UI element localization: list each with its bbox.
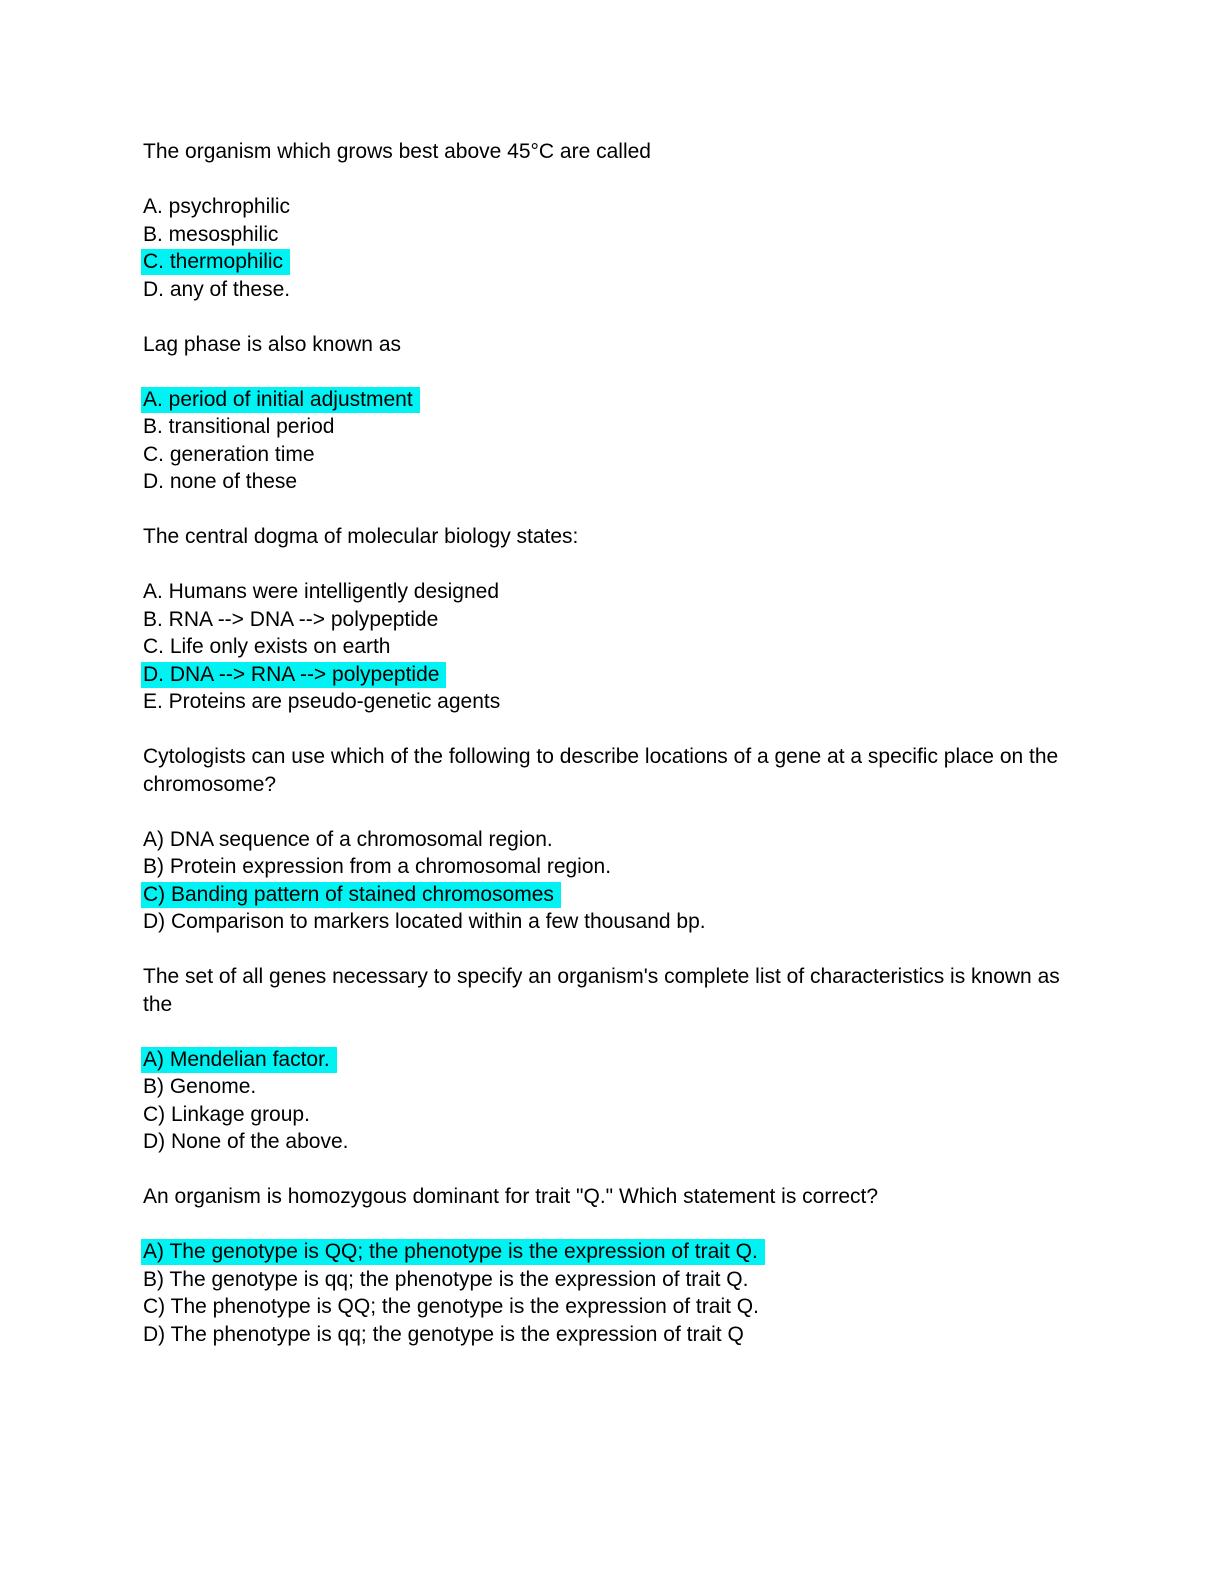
answer-option-text: B. RNA --> DNA --> polypeptide <box>143 607 439 631</box>
answer-option <box>143 276 1089 304</box>
answer-option-text: C. generation time <box>143 442 315 466</box>
question-text: The set of all genes necessary to specify an organism's complete list of characteristics is known as the <box>143 965 1060 1016</box>
answer-option <box>143 908 1089 936</box>
question-block <box>143 1183 1089 1348</box>
answer-option-text: C. Life only exists on earth <box>143 635 391 658</box>
answer-option <box>143 1238 1089 1266</box>
answer-option-text: B. transitional period <box>143 415 335 438</box>
answer-option-text: B) The genotype is qq; the phenotype is the expression of trait Q. <box>143 1267 749 1291</box>
question-block <box>143 138 1089 303</box>
question-block <box>143 331 1089 496</box>
answer-option-text: B. mesosphilic <box>143 222 279 246</box>
options-list <box>143 1238 1089 1348</box>
answer-option <box>143 193 1089 221</box>
question-text: The organism which grows best above 45°C are called <box>143 140 651 163</box>
answer-option-text: A. Humans were intelligently designed <box>143 580 500 603</box>
answer-option <box>143 1101 1089 1129</box>
question-block <box>143 743 1089 936</box>
question-block <box>143 523 1089 716</box>
answer-option <box>143 881 1089 909</box>
answer-option <box>143 606 1089 634</box>
answer-option-text-highlighted: A) Mendelian factor. <box>141 1047 337 1073</box>
answer-option <box>143 468 1089 496</box>
answer-option-text-highlighted: C. thermophilic <box>141 249 290 275</box>
question-text: An organism is homozygous dominant for trait "Q." Which statement is correct? <box>143 1185 879 1208</box>
answer-option <box>143 826 1089 854</box>
answer-option <box>143 1266 1089 1294</box>
answer-option <box>143 413 1089 441</box>
answer-option <box>143 1046 1089 1074</box>
answer-option <box>143 441 1089 469</box>
answer-option-text: A. psychrophilic <box>143 195 291 218</box>
answer-option-text: B) Protein expression from a chromosomal region. <box>143 855 612 878</box>
answer-option-text: A) DNA sequence of a chromosomal region. <box>143 827 553 851</box>
answer-option-text-highlighted: D. DNA --> RNA --> polypeptide <box>141 662 446 688</box>
answer-option <box>143 248 1089 276</box>
answer-option <box>143 1321 1089 1349</box>
answer-option-text: E. Proteins are pseudo-genetic agents <box>143 690 501 713</box>
answer-option-text: B) Genome. <box>143 1075 257 1098</box>
answer-option <box>143 1073 1089 1101</box>
answer-option <box>143 661 1089 689</box>
answer-option-text: D. any of these. <box>143 277 291 301</box>
answer-option-text: D) The phenotype is qq; the genotype is the expression of trait Q <box>143 1322 744 1346</box>
question-block <box>143 963 1089 1156</box>
options-list <box>143 1046 1089 1156</box>
question-text: The central dogma of molecular biology states: <box>143 525 579 548</box>
options-list <box>143 578 1089 716</box>
options-list <box>143 826 1089 936</box>
question-text: Lag phase is also known as <box>143 332 401 356</box>
answer-option <box>143 578 1089 606</box>
answer-option-text: D) Comparison to markers located within a few thousand bp. <box>143 910 706 933</box>
answer-option <box>143 221 1089 249</box>
options-list <box>143 386 1089 496</box>
answer-option-text: C) The phenotype is QQ; the genotype is the expression of trait Q. <box>143 1295 759 1318</box>
answer-option <box>143 386 1089 414</box>
quiz-content <box>143 138 1089 1348</box>
answer-option <box>143 688 1089 716</box>
answer-option-text: C) Linkage group. <box>143 1102 310 1126</box>
answer-option-text-highlighted: A. period of initial adjustment <box>141 387 420 413</box>
answer-option <box>143 633 1089 661</box>
answer-option <box>143 1293 1089 1321</box>
answer-option-text-highlighted: A) The genotype is QQ; the phenotype is the expression of trait Q. <box>141 1239 765 1265</box>
answer-option <box>143 853 1089 881</box>
options-list <box>143 193 1089 303</box>
answer-option-text-highlighted: C) Banding pattern of stained chromosomes <box>141 882 561 908</box>
answer-option-text: D. none of these <box>143 470 298 493</box>
answer-option <box>143 1128 1089 1156</box>
question-text: Cytologists can use which of the following to describe locations of a gene at a specific place on the chromosome? <box>143 745 1059 796</box>
answer-option-text: D) None of the above. <box>143 1130 349 1153</box>
